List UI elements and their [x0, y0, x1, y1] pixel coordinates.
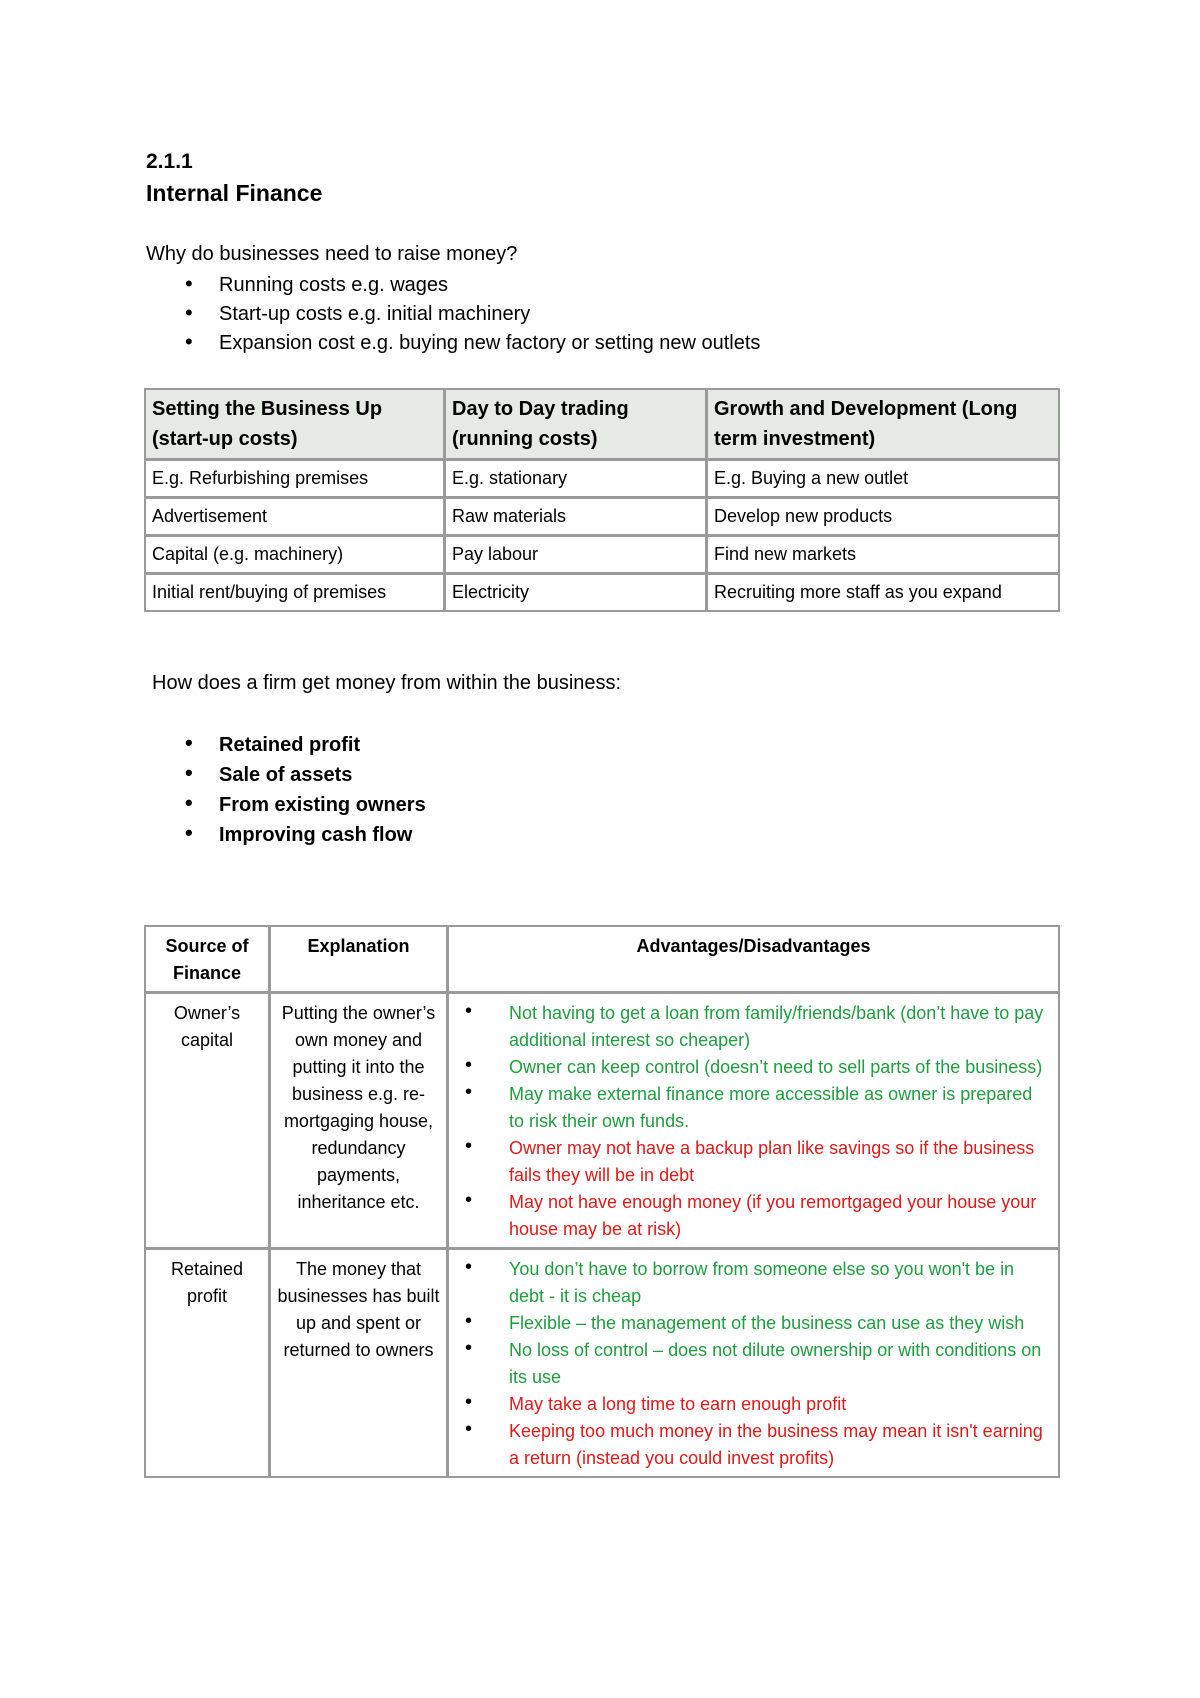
table-header-cell: Setting the Business Up (start-up costs) — [146, 390, 446, 461]
finance-table — [144, 925, 1060, 1478]
table-cell: Recruiting more staff as you expand — [714, 582, 1002, 602]
why-question: Why do businesses need to raise money? — [146, 243, 518, 265]
table-row — [146, 499, 1058, 537]
list-item: • From existing owners — [185, 790, 426, 820]
advantages-cell — [449, 1250, 1058, 1476]
advantage-item: • You don’t have to borrow from someone else so you won't be in debt - it is cheap — [461, 1256, 1048, 1310]
list-item: • Retained profit — [185, 730, 426, 760]
advantage-item: • May make external finance more accessible as owner is prepared to risk their own funds. — [461, 1081, 1048, 1135]
source-cell: Owner’s capital — [146, 994, 271, 1250]
explanation-cell: Putting the owner’s own money and putting it into the business e.g. re-mortgaging house, redundancy payments, inheritance etc. — [271, 994, 449, 1250]
table-cell: Electricity — [446, 575, 708, 610]
table-cell: E.g. stationary — [446, 461, 708, 499]
list-item: • Improving cash flow — [185, 820, 426, 850]
table-row — [146, 575, 1058, 610]
table-cell: Capital (e.g. machinery) — [146, 537, 446, 575]
table-cell: Initial rent/buying of premises — [146, 575, 446, 610]
table-row — [146, 461, 1058, 499]
table-cell: Develop new products — [708, 499, 1058, 537]
table-header-row — [146, 927, 1058, 994]
table-header-cell: Day to Day trading (running costs) — [446, 390, 708, 461]
disadvantage-item: • Keeping too much money in the business may mean it isn't earning a return (instead you could invest profits) — [461, 1418, 1048, 1472]
list-item: • Running costs e.g. wages — [185, 271, 760, 300]
table-header-cell: Growth and Development (Long term investment) — [708, 390, 1058, 461]
table-header-cell: Explanation — [271, 927, 449, 994]
explanation-cell: The money that businesses has built up and spent or returned to owners — [271, 1250, 449, 1476]
advantage-item: • Not having to get a loan from family/friends/bank (don’t have to pay additional interest so cheaper) — [461, 1000, 1048, 1054]
advantage-item: • No loss of control – does not dilute ownership or with conditions on its use — [461, 1337, 1048, 1391]
how-question: How does a firm get money from within the business: — [152, 672, 622, 694]
advantages-list — [461, 1256, 1048, 1472]
table-header-cell: Advantages/Disadvantages — [449, 927, 1058, 994]
table-cell: Pay labour — [446, 537, 708, 575]
advantage-item: • Flexible – the management of the business can use as they wish — [461, 1310, 1048, 1337]
advantages-cell — [449, 994, 1058, 1250]
table-header-cell: Source of Finance — [146, 927, 271, 994]
table-row — [146, 1250, 1058, 1476]
source-cell: Retained profit — [146, 1250, 271, 1476]
list-item: • Expansion cost e.g. buying new factory or setting new outlets — [185, 329, 760, 358]
table-cell: Raw materials — [446, 499, 708, 537]
cost-table — [144, 388, 1060, 612]
advantages-list — [461, 1000, 1048, 1243]
table-cell: Advertisement — [146, 499, 446, 537]
disadvantage-item: • Owner may not have a backup plan like savings so if the business fails they will be in debt — [461, 1135, 1048, 1189]
how-sources-list — [185, 730, 426, 850]
list-item: • Sale of assets — [185, 760, 426, 790]
page-title: Internal Finance — [146, 180, 323, 206]
table-cell: E.g. Buying a new outlet — [708, 461, 1058, 499]
table-row — [146, 994, 1058, 1250]
disadvantage-item: • May take a long time to earn enough profit — [461, 1391, 1048, 1418]
section-number: 2.1.1 — [146, 150, 193, 173]
advantage-item: • Owner can keep control (doesn’t need to sell parts of the business) — [461, 1054, 1048, 1081]
why-reasons-list — [185, 271, 760, 358]
list-item: • Start-up costs e.g. initial machinery — [185, 300, 760, 329]
table-row — [146, 537, 1058, 575]
table-cell: E.g. Refurbishing premises — [146, 461, 446, 499]
table-cell: Find new markets — [708, 537, 1058, 575]
disadvantage-item: • May not have enough money (if you remortgaged your house your house may be at risk) — [461, 1189, 1048, 1243]
table-header-row — [146, 390, 1058, 461]
